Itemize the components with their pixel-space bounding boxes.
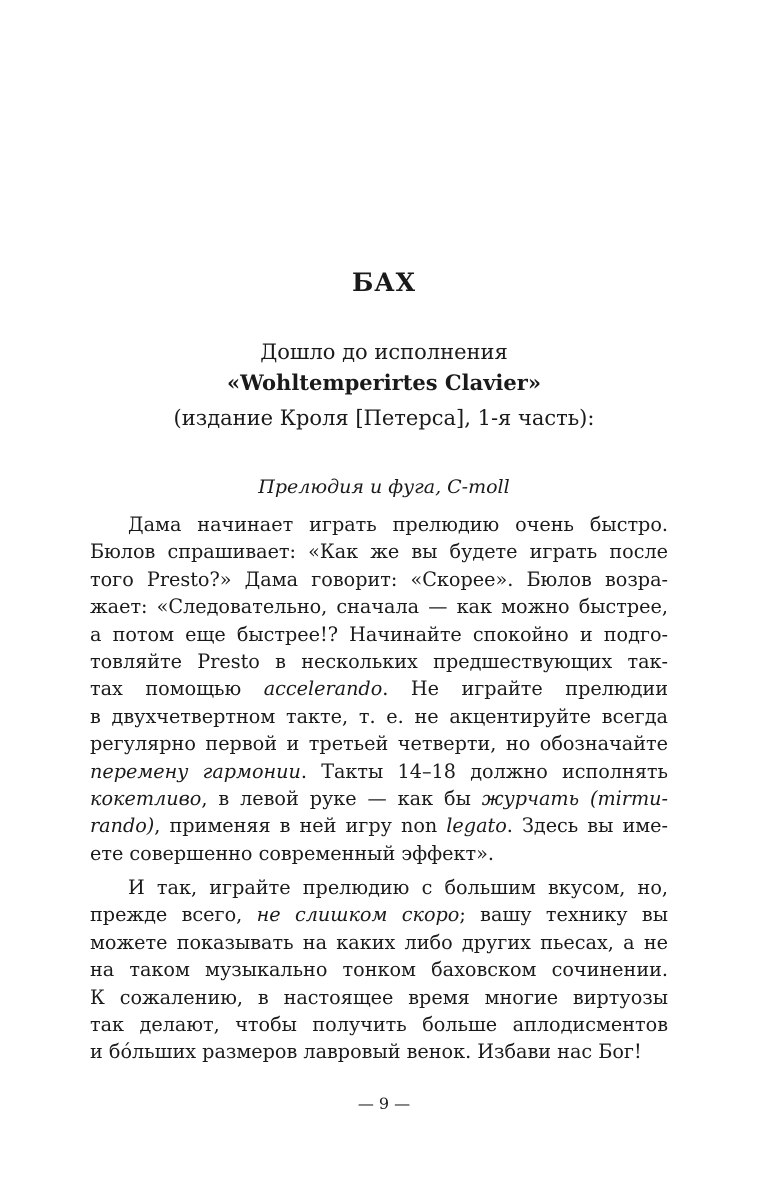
text: тах помощью [90,677,264,701]
text-line [90,511,668,538]
italic-text: rando) [90,814,155,838]
italic-text: перемену гармонии [90,759,301,783]
text-line [90,648,668,675]
section-heading: Прелюдия и фуга, C-moll [258,476,510,498]
text-line [90,874,668,901]
paragraph-1 [90,511,668,867]
italic-text: кокетливо [90,786,202,810]
text-line [90,621,668,648]
text-line [90,984,668,1011]
text: , применяя в ней игру non [154,814,447,838]
text: жает: «Следовательно, сначала — как можно быстрее, [90,595,668,619]
intro-line-3: (издание Кроля [Петерса], 1-я часть): [173,406,595,430]
text-line [90,703,668,730]
italic-text: accelerando [263,677,383,701]
page-number: — 9 — [357,1094,411,1113]
text-line [90,1011,668,1038]
text-line [90,538,668,565]
italic-text: журчать (mirmu- [481,786,668,810]
text-line [90,929,668,956]
text: Бюлов спрашивает: «Как же вы будете играть после [90,540,668,564]
chapter-title: БАХ [351,268,417,297]
text: а потом еще быстрее!? Начинайте спокойно и подго- [90,622,668,646]
text: . Здесь вы име- [506,814,668,838]
intro-line-2: «Wohltemperirtes Clavier» [227,370,541,395]
text: прежде всего, [90,903,257,927]
text: . Не играйте прелюдии [382,677,668,701]
text: того Presto?» Дама говорит: «Скорее». Бюлов возра- [90,567,668,591]
text: , в левой руке — как бы [201,786,482,810]
text-line [90,840,668,867]
text: ; вашу технику вы [459,903,668,927]
text-line [90,593,668,620]
text-line [90,758,668,785]
text-line [90,785,668,812]
text: на таком музыкально тонком баховском сочинении. [90,958,668,982]
text-line [90,812,668,839]
paragraph-2 [90,874,668,1066]
text-line [90,730,668,757]
italic-text: не слишком скоро [256,903,460,927]
text: . Такты 14–18 должно исполнять [300,759,668,783]
text: в двухчетвертном такте, т. е. не акцентируйте всегда [90,704,668,728]
text: и бóльших размеров лавровый венок. Избави нас Бог! [90,1040,642,1064]
text-line [90,1038,668,1065]
text: можете показывать на каких либо других пьесах, а не [90,930,668,954]
intro-line-1: Дошло до исполнения [260,340,508,364]
text-line [90,901,668,928]
text-line [90,566,668,593]
text-line [90,675,668,702]
text: К сожалению, в настоящее время многие виртуозы [90,985,668,1009]
text: так делают, чтобы получить больше аплодисментов [90,1012,668,1036]
text: товляйте Presto в нескольких предшествующих так- [90,649,668,673]
text: регулярно первой и третьей четверти, но обозначайте [90,732,668,756]
italic-text: legato [446,814,507,838]
text: И так, играйте прелюдию с большим вкусом, но, [128,876,668,899]
text: ете совершенно современный эффект». [90,841,494,865]
text: Дама начинает играть прелюдию очень быстро. [128,513,668,536]
text-line [90,956,668,983]
